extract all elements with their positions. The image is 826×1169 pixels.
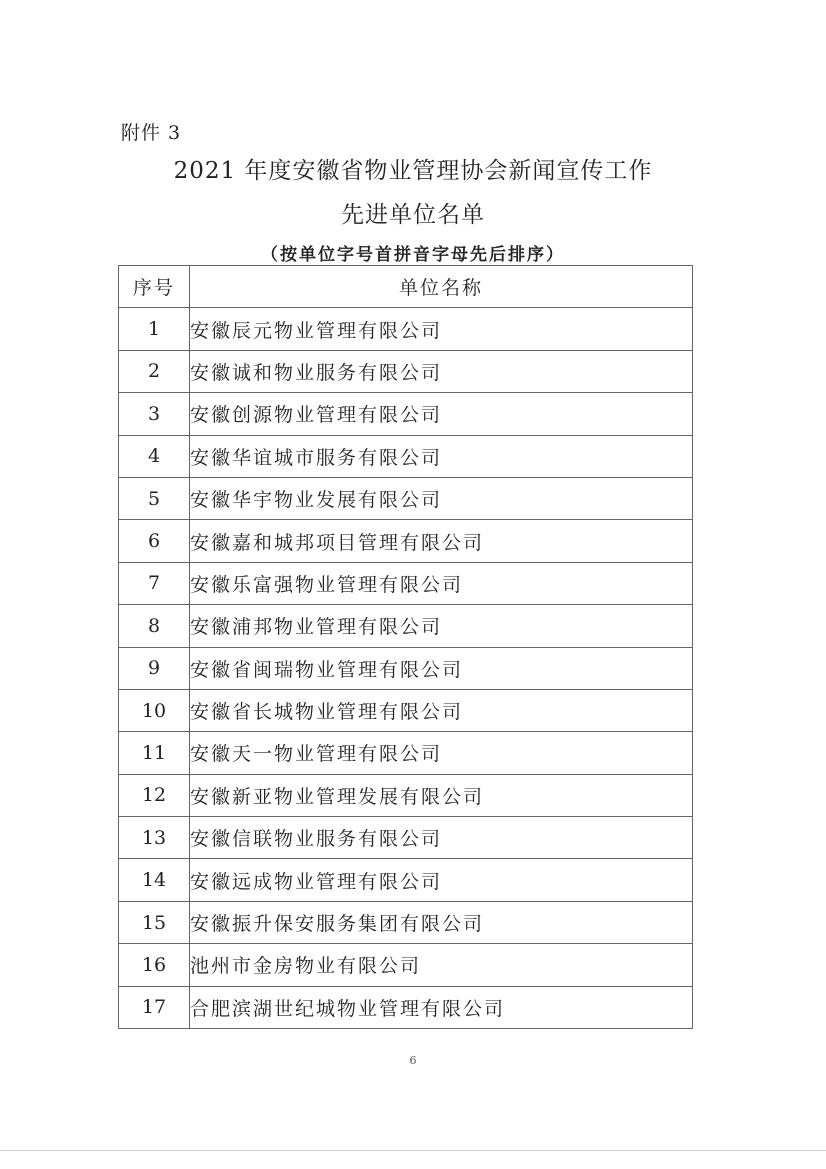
row-index: 15 [119, 901, 190, 943]
table-row [119, 605, 693, 647]
row-index: 3 [119, 393, 190, 435]
row-unit-name: 安徽辰元物业管理有限公司 [190, 308, 693, 350]
document-title-line-2: 先进单位名单 [341, 202, 485, 228]
sorting-note: （按单位字号首拼音字母先后排序） [261, 245, 565, 265]
row-index: 9 [119, 647, 190, 689]
row-unit-name: 安徽新亚物业管理发展有限公司 [190, 774, 693, 816]
row-unit-name: 安徽华宇物业发展有限公司 [190, 477, 693, 519]
row-unit-name: 安徽振升保安服务集团有限公司 [190, 901, 693, 943]
row-unit-name: 安徽省长城物业管理有限公司 [190, 689, 693, 731]
row-index: 5 [119, 477, 190, 519]
row-unit-name: 安徽乐富强物业管理有限公司 [190, 562, 693, 604]
table-row [119, 647, 693, 689]
table-row [119, 817, 693, 859]
row-index: 7 [119, 562, 190, 604]
table-row [119, 350, 693, 392]
row-index: 8 [119, 605, 190, 647]
row-unit-name: 安徽浦邦物业管理有限公司 [190, 605, 693, 647]
row-index: 12 [119, 774, 190, 816]
document-title-line-1: 2021 年度安徽省物业管理协会新闻宣传工作 [173, 158, 653, 184]
row-index: 17 [119, 986, 190, 1028]
table-row [119, 732, 693, 774]
table-row [119, 393, 693, 435]
table-row [119, 859, 693, 901]
table-header-row [119, 266, 693, 308]
row-index: 10 [119, 689, 190, 731]
row-unit-name: 安徽省闽瑞物业管理有限公司 [190, 647, 693, 689]
header-index: 序号 [119, 266, 190, 308]
row-index: 13 [119, 817, 190, 859]
units-table [118, 265, 693, 1029]
table-row [119, 520, 693, 562]
page-edge-line [0, 1150, 826, 1151]
row-index: 2 [119, 350, 190, 392]
table-row [119, 308, 693, 350]
row-unit-name: 安徽创源物业管理有限公司 [190, 393, 693, 435]
units-table-body [119, 308, 693, 1029]
row-index: 11 [119, 732, 190, 774]
row-index: 14 [119, 859, 190, 901]
row-index: 4 [119, 435, 190, 477]
row-unit-name: 池州市金房物业有限公司 [190, 944, 693, 986]
table-row [119, 562, 693, 604]
page-number: 6 [409, 1054, 417, 1067]
row-index: 6 [119, 520, 190, 562]
table-row [119, 944, 693, 986]
table-row [119, 901, 693, 943]
row-unit-name: 安徽嘉和城邦项目管理有限公司 [190, 520, 693, 562]
row-unit-name: 安徽华谊城市服务有限公司 [190, 435, 693, 477]
table-row [119, 774, 693, 816]
header-unit-name: 单位名称 [190, 266, 693, 308]
table-row [119, 477, 693, 519]
row-unit-name: 安徽远成物业管理有限公司 [190, 859, 693, 901]
row-index: 1 [119, 308, 190, 350]
attachment-label: 附件 3 [121, 122, 182, 144]
table-row [119, 435, 693, 477]
row-unit-name: 安徽信联物业服务有限公司 [190, 817, 693, 859]
row-unit-name: 安徽诚和物业服务有限公司 [190, 350, 693, 392]
table-row [119, 986, 693, 1028]
row-index: 16 [119, 944, 190, 986]
row-unit-name: 安徽天一物业管理有限公司 [190, 732, 693, 774]
table-row [119, 689, 693, 731]
row-unit-name: 合肥滨湖世纪城物业管理有限公司 [190, 986, 693, 1028]
